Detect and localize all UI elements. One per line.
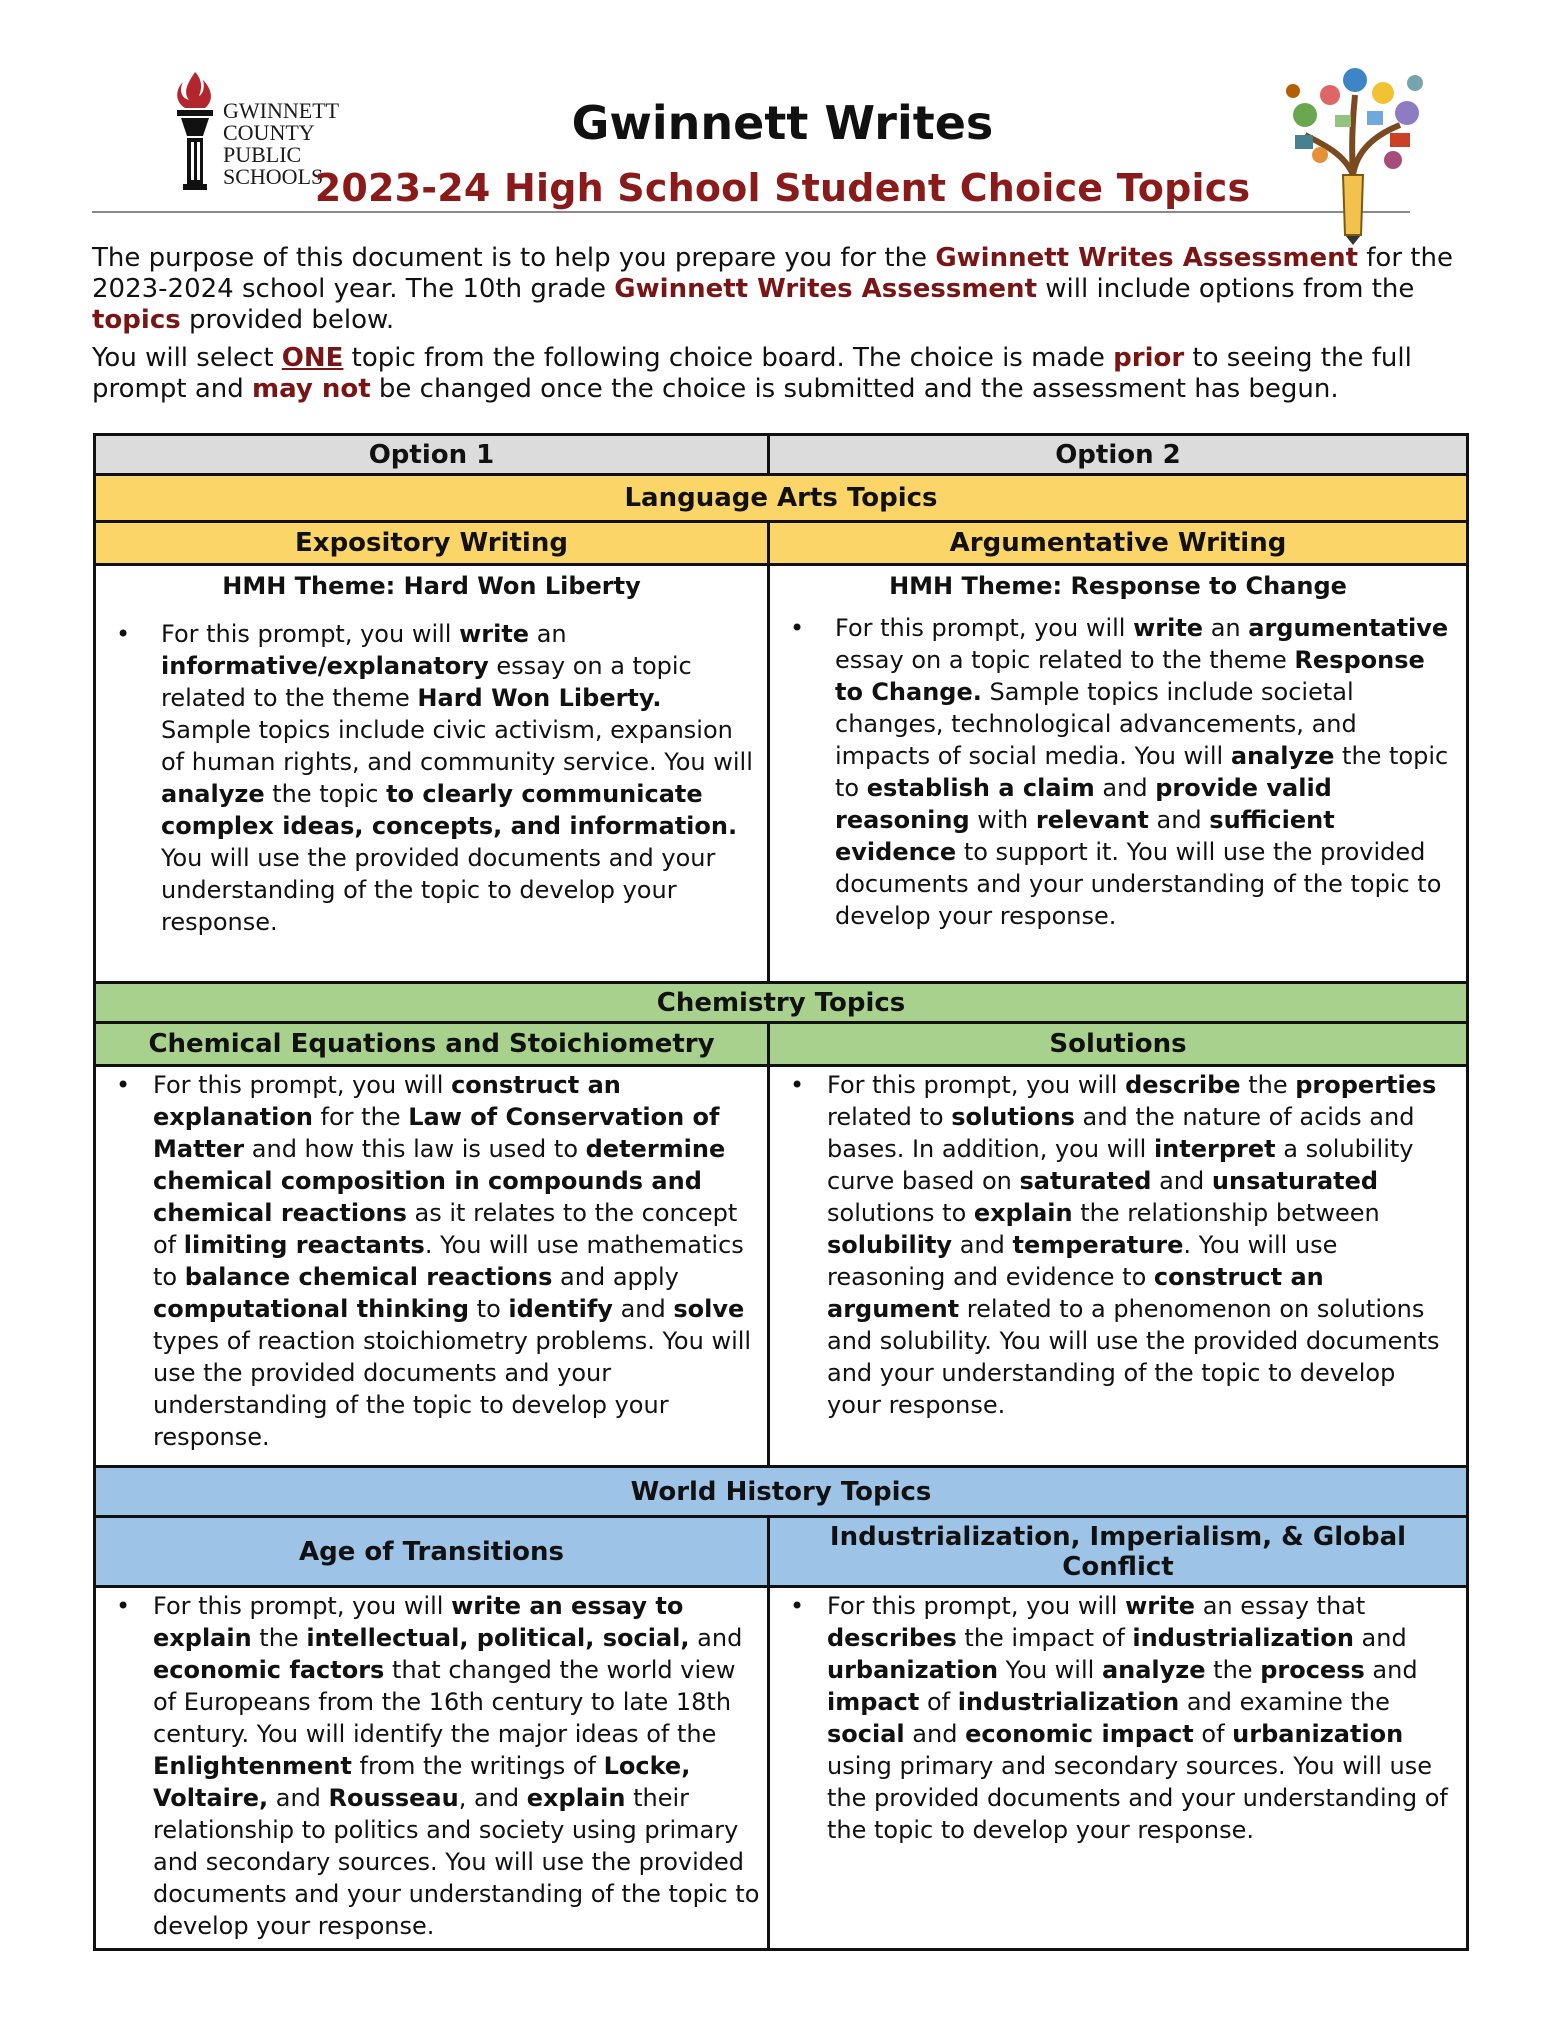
list-item: • For this prompt, you will write an informative/explanatory essay on a topic related to the theme Hard Won Liberty. Sample topics include civic activism, expansion of human rights, and community service. You will analyze the topic to clearly communicate complex ideas, concepts, and information. You will use the provided documents and your understanding of the topic to develop your response. xyxy=(96,618,767,938)
solutions-header: Solutions xyxy=(769,1023,1468,1066)
intro-text: be changed once the choice is submitted and the assessment has begun. xyxy=(370,374,1339,404)
chemistry-section-header: Chemistry Topics xyxy=(95,983,1468,1023)
logo-line-3: PUBLIC xyxy=(223,142,302,167)
age-of-transitions-cell xyxy=(95,1587,769,1950)
intro-highlight: may not xyxy=(252,374,371,404)
intro-text: to seeing the full prompt and xyxy=(92,343,1412,404)
intro-text: topic from the following choice board. The choice is made xyxy=(343,343,1114,373)
intro-text: You will select xyxy=(92,343,282,373)
industrialization-cell xyxy=(769,1587,1468,1950)
intro-text: The purpose of this document is to help you prepare you for the xyxy=(92,243,936,273)
intro-highlight: ONE xyxy=(281,343,344,373)
logo-line-2: COUNTY xyxy=(223,120,315,145)
intro-paragraph-2 xyxy=(92,343,1472,405)
pencil-tree-icon xyxy=(1275,55,1435,245)
intro-text: will include options from the xyxy=(1037,274,1415,304)
intro-highlight: Gwinnett Writes Assessment xyxy=(614,274,1037,304)
age-of-transitions-header: Age of Transitions xyxy=(95,1517,769,1587)
expository-writing-header: Expository Writing xyxy=(95,522,769,565)
intro-highlight: Gwinnett Writes Assessment xyxy=(935,243,1359,273)
intro-text: provided below. xyxy=(180,305,395,335)
chemical-equations-cell xyxy=(95,1066,769,1467)
solutions-cell xyxy=(769,1066,1468,1467)
list-item: • For this prompt, you will construct an explanation for the Law of Conservation of Matter and how this law is used to determine chemical composition in compounds and chemical reactions as it relates to the concept of limiting reactants. You will use mathematics to balance chemical reactions and apply computational thinking to identify and solve types of reaction stoichiometry problems. You will use the provided documents and your understanding of the topic to develop your response. xyxy=(96,1069,767,1453)
argumentative-writing-header: Argumentative Writing xyxy=(769,522,1468,565)
intro-text: for the 2023-2024 school year. The 10th grade xyxy=(92,243,1453,304)
header-divider xyxy=(92,211,1410,213)
industrialization-header: Industrialization, Imperialism, & Global Conflict xyxy=(769,1517,1468,1587)
page-subtitle: 2023-24 High School Student Choice Topics xyxy=(314,166,1251,210)
logo-line-1: GWINNETT xyxy=(223,98,340,123)
option-1-header: Option 1 xyxy=(95,435,769,475)
list-item: • For this prompt, you will describe the properties related to solutions and the nature of acids and bases. In addition, you will interpret a solubility curve based on saturated and unsaturated solutions to explain the relationship between solubility and temperature. You will use reasoning and evidence to construct an argument related to a phenomenon on solutions and solubility. You will use the provided documents and your understanding of the topic to develop your response. xyxy=(770,1069,1466,1421)
option-2-header: Option 2 xyxy=(769,435,1468,475)
list-item: • For this prompt, you will write an argumentative essay on a topic related to the theme Response to Change. Sample topics include societal changes, technological advancements, and impacts of social media. You will analyze the topic to establish a claim and provide valid reasoning with relevant and sufficient evidence to support it. You will use the provided documents and your understanding of the topic to develop your response. xyxy=(770,612,1466,932)
page-title: Gwinnett Writes xyxy=(571,96,994,150)
choice-board-table xyxy=(93,433,1469,1951)
language-arts-section-header: Language Arts Topics xyxy=(95,475,1468,522)
list-item: • For this prompt, you will write an essay that describes the impact of industrialization and urbanization You will analyze the process and impact of industrialization and examine the social and economic impact of urbanization using primary and secondary sources. You will use the provided documents and your understanding of the topic to develop your response. xyxy=(770,1590,1466,1846)
argumentative-writing-cell xyxy=(769,565,1468,983)
theme-label: HMH Theme: Response to Change xyxy=(889,572,1347,600)
expository-writing-cell xyxy=(95,565,769,983)
logo-line-4: SCHOOLS xyxy=(223,164,324,189)
world-history-section-header: World History Topics xyxy=(95,1467,1468,1517)
intro-paragraph-1 xyxy=(92,243,1472,336)
intro-highlight: prior xyxy=(1113,343,1185,373)
theme-label: HMH Theme: Hard Won Liberty xyxy=(222,572,641,600)
chemical-equations-header: Chemical Equations and Stoichiometry xyxy=(95,1023,769,1066)
list-item: • For this prompt, you will write an essay to explain the intellectual, political, social, and economic factors that changed the world view of Europeans from the 16th century to late 18th century. You will identify the major ideas of the Enlightenment from the writings of Locke, Voltaire, and Rousseau, and explain their relationship to politics and society using primary and secondary sources. You will use the provided documents and your understanding of the topic to develop your response. xyxy=(96,1590,767,1942)
intro-highlight: topics xyxy=(92,305,181,335)
